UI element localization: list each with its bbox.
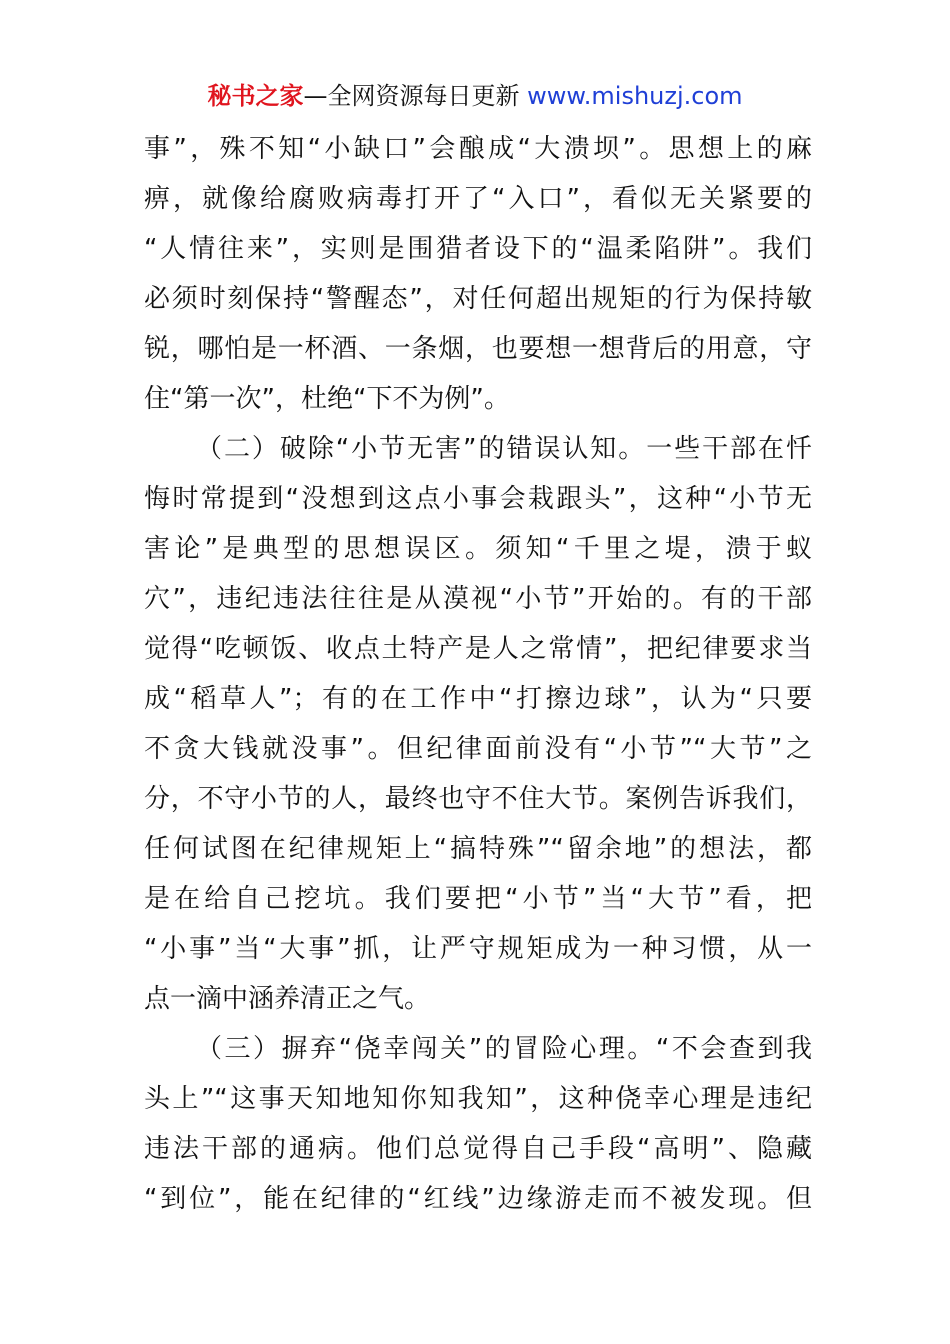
section-heading-line: （二）破除“小节无害”的错误认知。一些干部在忏 bbox=[196, 434, 812, 464]
text-line: 悔时常提到“没想到这点小事会栽跟头”，这种“小节无 bbox=[144, 484, 812, 514]
site-header bbox=[0, 80, 950, 112]
text-line: 违法干部的通病。他们总觉得自己手段“高明”、隐藏 bbox=[144, 1134, 812, 1164]
text-line: 头上”“这事天知地知你知我知”，这种侥幸心理是违纪 bbox=[144, 1084, 812, 1114]
text-line: 是在给自己挖坑。我们要把“小节”当“大节”看，把 bbox=[144, 884, 812, 914]
text-line: 住“第一次”，杜绝“下不为例”。 bbox=[144, 384, 510, 414]
text-line: 成“稻草人”；有的在工作中“打擦边球”，认为“只要 bbox=[144, 684, 812, 714]
document-body bbox=[144, 124, 812, 1224]
text-line: 不贪大钱就没事”。但纪律面前没有“小节”“大节”之 bbox=[144, 734, 812, 764]
text-line: 穴”，违纪违法往往是从漠视“小节”开始的。有的干部 bbox=[144, 584, 812, 614]
text-line: 害论”是典型的思想误区。须知“千里之堤，溃于蚁 bbox=[144, 534, 812, 564]
site-tagline: —全网资源每日更新 bbox=[303, 82, 528, 110]
text-line: 任何试图在纪律规矩上“搞特殊”“留余地”的想法，都 bbox=[144, 834, 812, 864]
text-line: 锐，哪怕是一杯酒、一条烟，也要想一想背后的用意，守 bbox=[144, 334, 812, 364]
text-line: 事”，殊不知“小缺口”会酿成“大溃坝”。思想上的麻 bbox=[144, 134, 812, 164]
text-line: 分，不守小节的人，最终也守不住大节。案例告诉我们， bbox=[144, 784, 812, 814]
text-line: “人情往来”，实则是围猎者设下的“温柔陷阱”。我们 bbox=[144, 234, 812, 264]
text-line: 觉得“吃顿饭、收点土特产是人之常情”，把纪律要求当 bbox=[144, 634, 812, 664]
text-line: “小事”当“大事”抓，让严守规矩成为一种习惯，从一 bbox=[144, 934, 812, 964]
site-url[interactable]: www.mishuzj.com bbox=[527, 82, 743, 110]
site-brand: 秘书之家 bbox=[207, 82, 304, 110]
text-line: 痹，就像给腐败病毒打开了“入口”，看似无关紧要的 bbox=[144, 184, 812, 214]
text-line: 必须时刻保持“警醒态”，对任何超出规矩的行为保持敏 bbox=[144, 284, 812, 314]
text-line: 点一滴中涵养清正之气。 bbox=[144, 984, 431, 1014]
section-heading-line: （三）摒弃“侥幸闯关”的冒险心理。“不会查到我 bbox=[196, 1034, 812, 1064]
text-line: “到位”，能在纪律的“红线”边缘游走而不被发现。但 bbox=[144, 1184, 812, 1214]
